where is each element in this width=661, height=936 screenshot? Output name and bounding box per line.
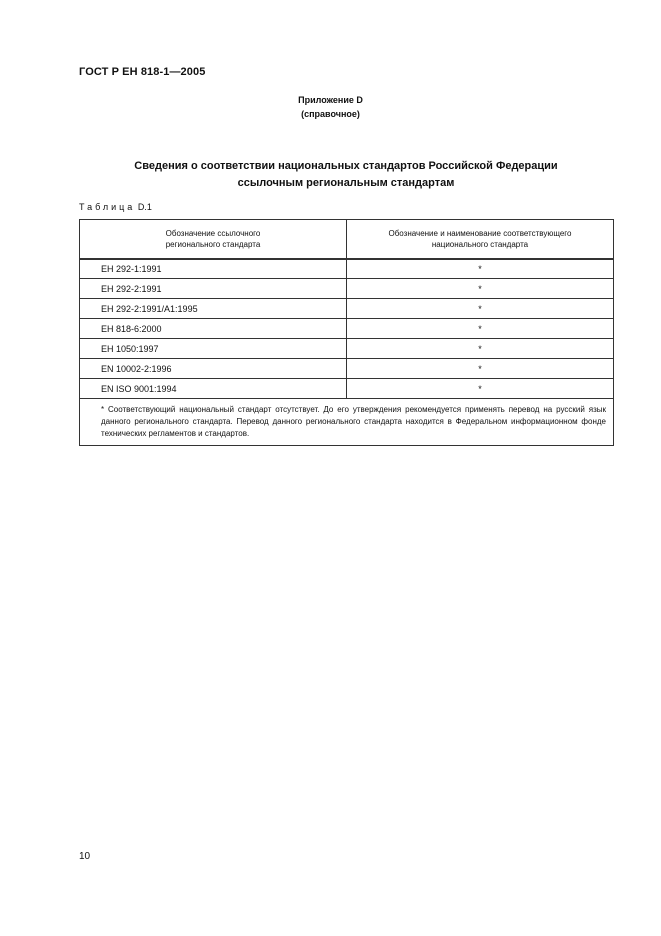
appendix-title: Приложение D bbox=[298, 95, 363, 105]
table-row bbox=[80, 279, 614, 299]
table-row bbox=[80, 359, 614, 379]
national-standard-cell: * bbox=[347, 379, 614, 399]
national-standard-cell: * bbox=[347, 279, 614, 299]
table-header-row bbox=[80, 220, 614, 260]
section-title bbox=[0, 158, 661, 192]
table-caption-word: Таблица bbox=[79, 202, 136, 212]
national-standard-cell: * bbox=[347, 319, 614, 339]
reference-code-cell: ЕН 292-2:1991/А1:1995 bbox=[80, 299, 347, 319]
reference-code-cell: EN 10002-2:1996 bbox=[80, 359, 347, 379]
reference-code-cell: EN ISO 9001:1994 bbox=[80, 379, 347, 399]
table-footnote-cell bbox=[80, 399, 614, 446]
standards-table bbox=[79, 219, 614, 446]
national-standard-cell: * bbox=[347, 259, 614, 279]
table-row bbox=[80, 339, 614, 359]
page-number: 10 bbox=[79, 851, 91, 862]
table-row bbox=[80, 319, 614, 339]
national-standard-cell: * bbox=[347, 299, 614, 319]
table-row bbox=[80, 379, 614, 399]
header-col2-line-2: национального стандарта bbox=[431, 240, 529, 249]
table-row bbox=[80, 259, 614, 279]
reference-code-cell: ЕН 292-1:1991 bbox=[80, 259, 347, 279]
table-row bbox=[80, 299, 614, 319]
header-col1-line-2: регионального стандарта bbox=[165, 240, 261, 249]
header-reference-standard bbox=[80, 220, 347, 260]
national-standard-cell: * bbox=[347, 339, 614, 359]
document-header: ГОСТ Р ЕН 818-1—2005 bbox=[79, 66, 206, 78]
table-caption bbox=[79, 202, 152, 212]
table-caption-number: D.1 bbox=[137, 202, 152, 212]
header-col1-line-1: Обозначение ссылочного bbox=[165, 229, 261, 238]
section-title-line-1: Сведения о соответствии национальных стандартов Российской Федерации bbox=[134, 160, 558, 172]
reference-code-cell: ЕН 1050:1997 bbox=[80, 339, 347, 359]
table-footnote-row bbox=[80, 399, 614, 446]
section-title-line-2: ссылочным региональным стандартам bbox=[237, 177, 455, 189]
table-footnote: * Соответствующий национальный стандарт отсутствует. До его утверждения рекомендуется применять перевод на русский язык данного регионального стандарта. Перевод данного регионального стандарта находится в Федеральном информационном фонде технических регламентов и стандартов. bbox=[101, 405, 606, 438]
reference-code-cell: ЕН 292-2:1991 bbox=[80, 279, 347, 299]
appendix-type: (справочное) bbox=[301, 109, 360, 119]
national-standard-cell: * bbox=[347, 359, 614, 379]
header-national-standard bbox=[347, 220, 614, 260]
reference-code-cell: ЕН 818-6:2000 bbox=[80, 319, 347, 339]
header-col2-line-1: Обозначение и наименование соответствующего bbox=[388, 229, 572, 238]
